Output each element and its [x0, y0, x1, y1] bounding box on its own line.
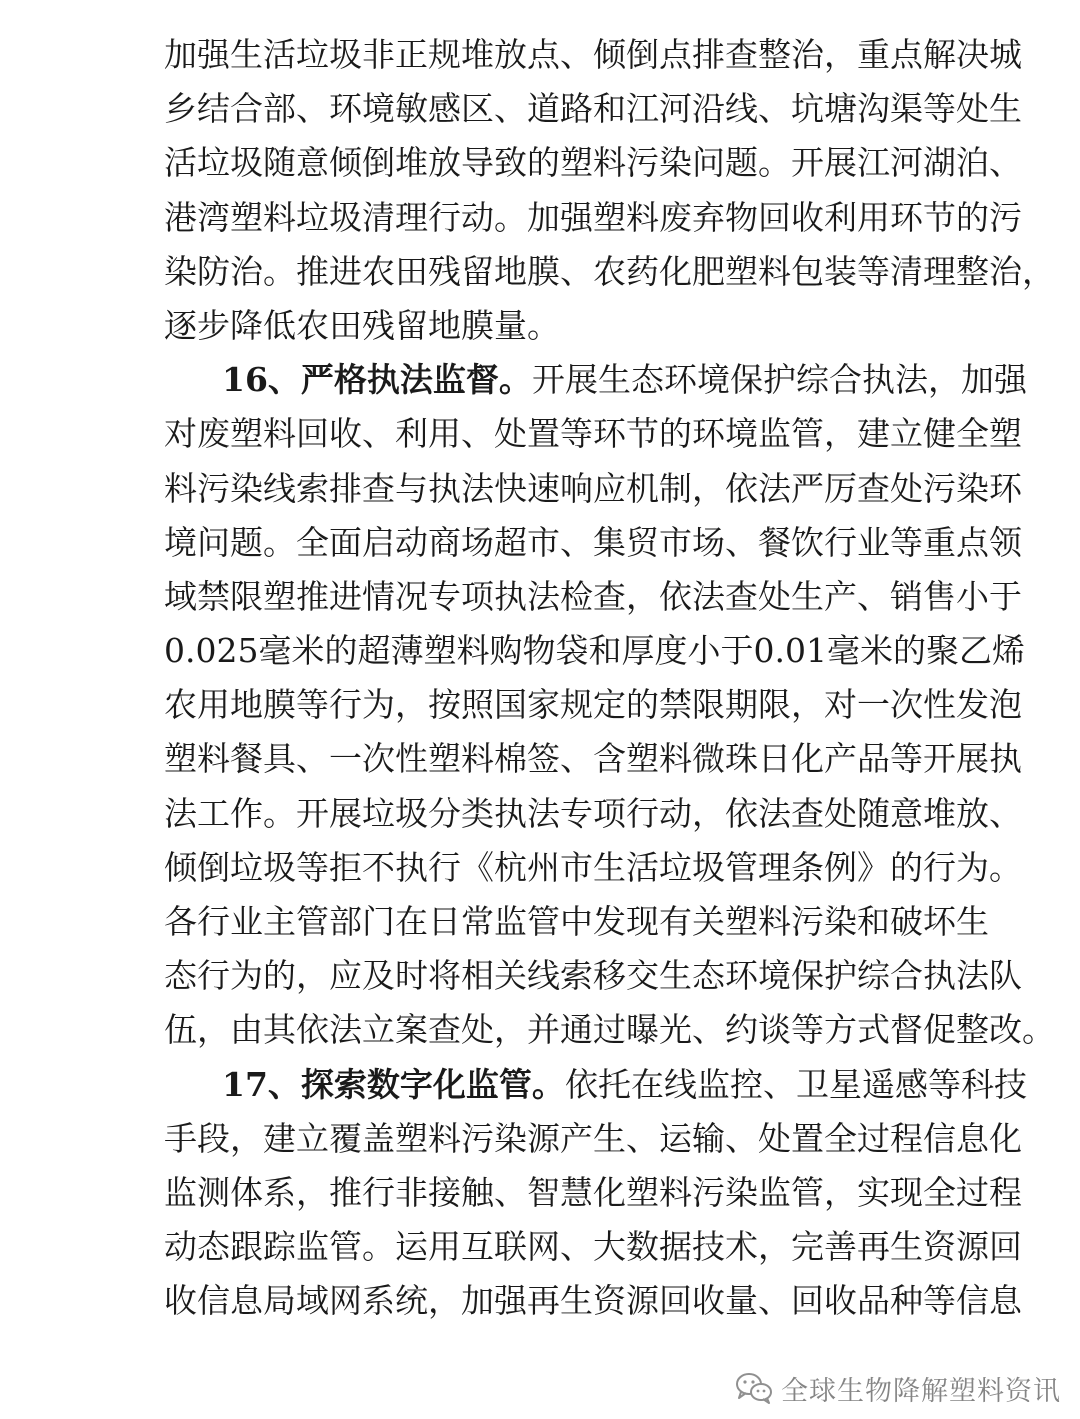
text-line: 农用地膜等行为，按照国家规定的禁限期限，对一次性发泡	[164, 685, 1022, 725]
text-line: 染防治。推进农田残留地膜、农药化肥塑料包装等清理整治，	[164, 251, 1055, 291]
watermark	[735, 1368, 1061, 1408]
text-line: 监测体系，推行非接触、智慧化塑料污染监管，实现全过程	[164, 1172, 1022, 1212]
paragraph-3	[164, 1058, 1027, 1329]
text-line: 活垃圾随意倾倒堆放导致的塑料污染问题。开展江河湖泊、	[164, 143, 1022, 183]
section-heading-16: 16、严格执法监督。	[222, 360, 532, 400]
paragraph-first-line	[164, 1058, 1027, 1112]
paragraph-2	[164, 353, 1055, 1057]
text-line: 塑料餐具、一次性塑料棉签、含塑料微珠日化产品等开展执	[164, 739, 1022, 779]
text-run: 开展生态环境保护综合执法，加强	[531, 360, 1027, 400]
text-line: 0.025毫米的超薄塑料购物袋和厚度小于0.01毫米的聚乙烯	[164, 631, 1025, 671]
text-run: 依托在线监控、卫星遥感等科技	[564, 1064, 1027, 1104]
text-line: 法工作。开展垃圾分类执法专项行动，依法查处随意堆放、	[164, 793, 1022, 833]
text-line: 域禁限塑推进情况专项执法检查，依法查处生产、销售小于	[164, 576, 1022, 616]
section-heading-17: 17、探索数字化监管。	[222, 1064, 565, 1104]
paragraph-1	[164, 28, 1055, 353]
text-line: 对废塑料回收、利用、处置等环节的环境监管，建立健全塑	[164, 414, 1022, 454]
text-line: 态行为的，应及时将相关线索移交生态环境保护综合执法队	[164, 956, 1022, 996]
wechat-icon	[735, 1372, 773, 1404]
text-line: 收信息局域网系统，加强再生资源回收量、回收品种等信息	[164, 1281, 1022, 1321]
text-line: 倾倒垃圾等拒不执行《杭州市生活垃圾管理条例》的行为。	[164, 847, 1022, 887]
text-line: 伍，由其依法立案查处，并通过曝光、约谈等方式督促整改。	[164, 1010, 1055, 1050]
text-line: 境问题。全面启动商场超市、集贸市场、餐饮行业等重点领	[164, 522, 1022, 562]
text-line: 手段，建立覆盖塑料污染源产生、运输、处置全过程信息化	[164, 1118, 1022, 1158]
text-line: 各行业主管部门在日常监管中发现有关塑料污染和破坏生	[164, 902, 989, 941]
document-body	[164, 28, 1055, 1329]
text-line: 料污染线索排查与执法快速响应机制，依法严厉查处污染环	[164, 468, 1022, 508]
text-line: 加强生活垃圾非正规堆放点、倾倒点排查整治，重点解决城	[164, 35, 1022, 74]
text-line: 乡结合部、环境敏感区、道路和江河沿线、坑塘沟渠等处生	[164, 89, 1022, 129]
paragraph-first-line	[164, 353, 1027, 407]
watermark-text: 全球生物降解塑料资讯	[781, 1375, 1061, 1407]
text-line: 逐步降低农田残留地膜量。	[164, 305, 560, 345]
text-line: 港湾塑料垃圾清理行动。加强塑料废弃物回收利用环节的污	[164, 197, 1022, 237]
text-line: 动态跟踪监管。运用互联网、大数据技术，完善再生资源回	[164, 1227, 1022, 1267]
